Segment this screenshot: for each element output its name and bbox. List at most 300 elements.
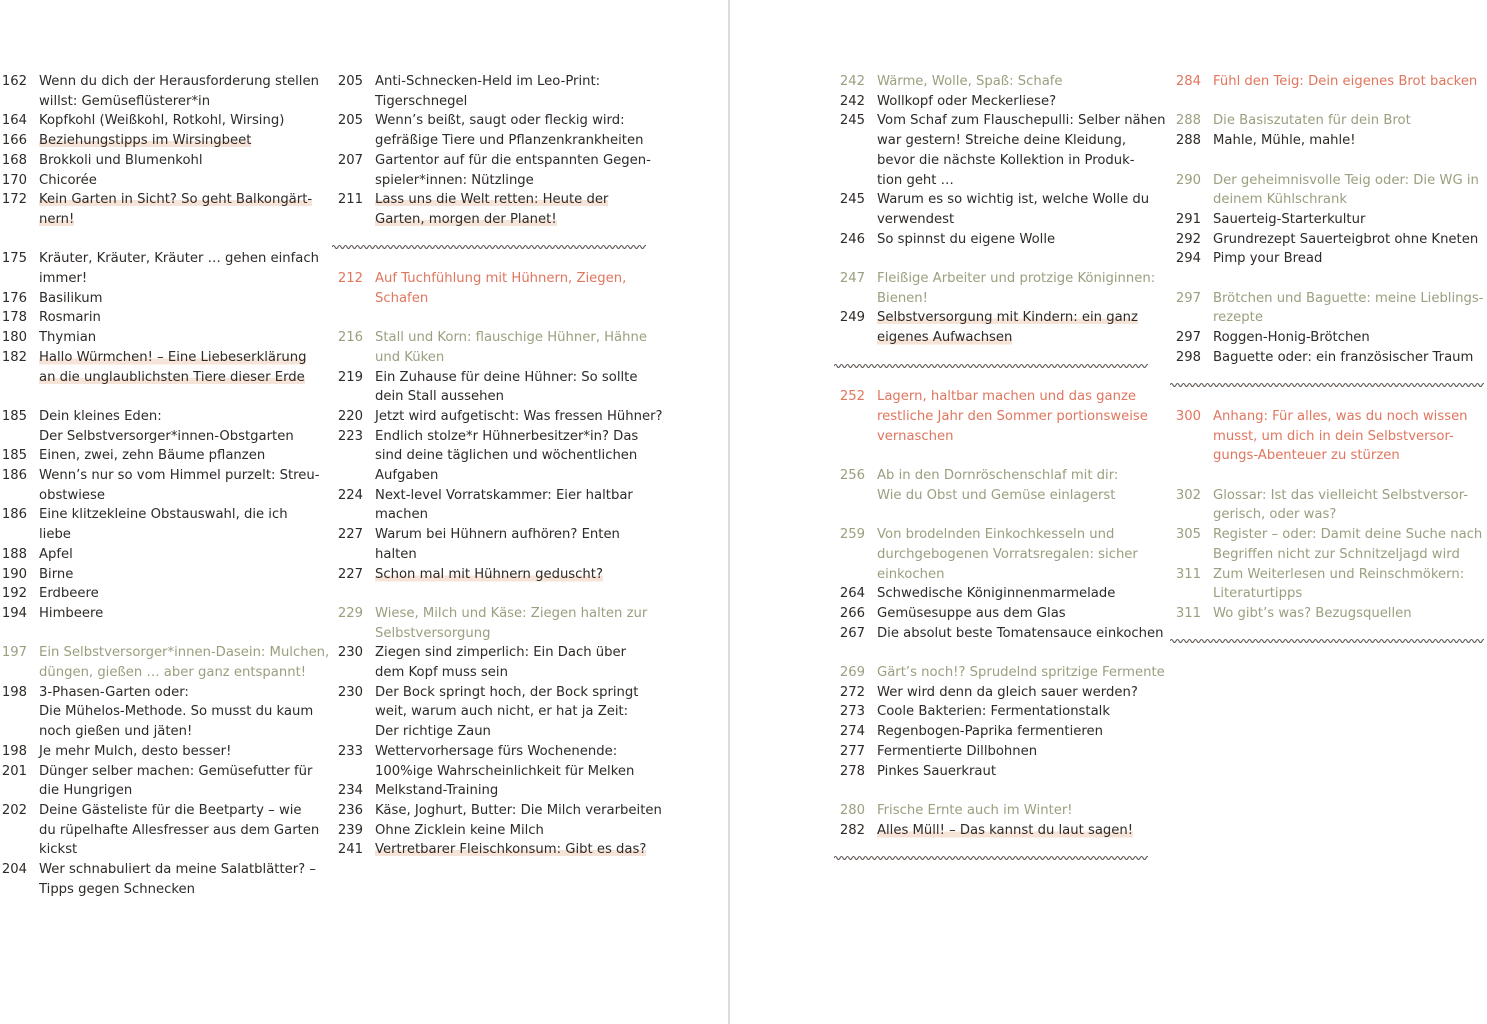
toc-entry[interactable] — [336, 427, 648, 486]
toc-title-line: Kräuter, Kräuter, Kräuter … gehen einfach — [39, 251, 319, 267]
toc-entry-title — [1213, 111, 1487, 131]
toc-title-line: bevor die nächste Kollektion in Produk- — [877, 152, 1135, 168]
toc-page-number: 172 — [1, 192, 27, 208]
toc-entry[interactable] — [0, 407, 318, 446]
toc-entry-title — [877, 604, 1152, 624]
toc-entry[interactable] — [336, 643, 648, 682]
toc-title-line: Der geheimnisvolle Teig oder: Die WG in — [1213, 172, 1479, 188]
toc-entry-title — [375, 840, 648, 860]
toc-entry-title — [39, 348, 318, 387]
toc-entry[interactable] — [336, 683, 648, 742]
toc-entry[interactable] — [838, 525, 1152, 584]
toc-title-line: deinem Kühlschrank — [1213, 192, 1348, 208]
toc-title-line: Jetzt wird aufgetischt: Was fressen Hühner? — [375, 408, 663, 424]
toc-entry-title — [877, 92, 1152, 112]
toc-page-number: 166 — [1, 133, 27, 149]
toc-page-number: 175 — [1, 251, 27, 267]
toc-entry-title — [877, 230, 1152, 250]
toc-entry[interactable] — [336, 72, 648, 111]
toc-title-line: Anhang: Für alles, was du noch wissen — [1213, 408, 1468, 424]
toc-entry-title — [375, 190, 648, 229]
toc-page-number: 233 — [337, 743, 363, 759]
toc-title-line: musst, um dich in dein Selbstversor- — [1213, 428, 1454, 444]
toc-entry[interactable] — [0, 683, 318, 742]
toc-title-line: Wettervorhersage fürs Wochenende: — [375, 743, 618, 759]
toc-page-number: 197 — [1, 645, 27, 661]
toc-entry[interactable] — [838, 230, 1152, 250]
toc-title-line: du rüpelhafte Allesfresser aus dem Garten — [39, 822, 320, 838]
toc-entry-title — [1213, 72, 1487, 92]
toc-entry-title — [1213, 407, 1487, 466]
toc-entry[interactable] — [0, 742, 318, 762]
toc-title-line: Pinkes Sauerkraut — [877, 763, 997, 779]
toc-entry[interactable] — [1174, 171, 1487, 210]
toc-title-line: Selbstversorgung mit Kindern: ein ganz — [877, 310, 1138, 326]
toc-entry[interactable] — [838, 624, 1164, 644]
toc-entry[interactable] — [1174, 131, 1487, 151]
toc-page-number: 241 — [337, 842, 363, 858]
toc-title-line: Regenbogen-Paprika fermentieren — [877, 724, 1103, 740]
toc-entry-title — [1213, 131, 1487, 151]
toc-entry[interactable] — [0, 348, 318, 387]
toc-title-line: dem Kopf muss sein — [375, 665, 508, 680]
toc-entry[interactable] — [838, 722, 1152, 742]
toc-title-line: rezepte — [1213, 310, 1263, 326]
toc-page-number: 245 — [839, 113, 865, 129]
toc-page-number: 302 — [1175, 487, 1201, 503]
toc-entry[interactable] — [336, 111, 648, 150]
toc-title-line: Gärt’s noch!? Sprudelnd spritzige Fermente — [877, 665, 1165, 680]
toc-entry-title — [1213, 171, 1487, 210]
toc-title-line: Kein Garten in Sicht? So geht Balkongärt- — [39, 192, 313, 208]
toc-page-number: 168 — [1, 152, 27, 168]
toc-title-line: Zum Weiterlesen und Reinschmökern: — [1213, 566, 1465, 582]
toc-title-line: Mahle, Mühle, mahle! — [1213, 133, 1356, 149]
toc-entry[interactable] — [838, 308, 1152, 347]
toc-page-number: 216 — [337, 330, 363, 346]
toc-entry[interactable] — [838, 801, 1152, 821]
page-gutter — [728, 0, 730, 1024]
toc-entry-title — [877, 466, 1152, 505]
toc-page-number: 300 — [1175, 408, 1201, 424]
toc-page-number: 269 — [839, 665, 865, 680]
toc-entry-title — [375, 407, 663, 427]
toc-page-number: 267 — [839, 625, 865, 641]
toc-page-number: 224 — [337, 487, 363, 503]
toc-title-line: gungs-Abenteuer zu stürzen — [1213, 448, 1400, 464]
toc-title-line: restliche Jahr den Sommer portionsweise — [877, 408, 1148, 424]
toc-page-number: 274 — [839, 724, 865, 740]
toc-title-line: Ein Zuhause für deine Hühner: So sollte — [375, 369, 638, 385]
toc-entry[interactable] — [838, 387, 1152, 446]
toc-title-line: Schwedische Königinnenmarmelade — [877, 586, 1116, 602]
toc-entry[interactable] — [838, 466, 1152, 505]
toc-entry[interactable] — [838, 584, 1152, 604]
toc-entry[interactable] — [0, 72, 318, 111]
toc-title-line: vernaschen — [877, 428, 954, 444]
toc-page-number: 311 — [1175, 566, 1201, 582]
toc-title-line: Eine klitzekleine Obstauswahl, die ich — [39, 507, 288, 523]
toc-page-number: 212 — [337, 271, 363, 286]
toc-title-line: Begriffen nicht zur Schnitzeljagd wird — [1213, 546, 1460, 562]
toc-entry-title — [375, 604, 648, 643]
toc-title-line: Wie du Obst und Gemüse einlagerst — [877, 487, 1116, 503]
toc-page-number: 259 — [839, 527, 865, 543]
toc-title-line: Melkstand-Training — [375, 783, 499, 799]
toc-title-line: Wo gibt’s was? Bezugsquellen — [1213, 605, 1412, 621]
toc-title-line: Himbeere — [39, 605, 104, 621]
toc-entry[interactable] — [1174, 565, 1487, 604]
toc-title-line: Der richtige Zaun — [375, 724, 491, 740]
toc-page-number: 288 — [1175, 113, 1201, 129]
toc-entry-title — [39, 190, 318, 229]
toc-page-number: 223 — [337, 428, 363, 444]
toc-entry-title — [39, 171, 318, 191]
toc-page-number: 245 — [839, 192, 865, 208]
toc-page-number: 242 — [839, 74, 865, 89]
toc-title-line: Erdbeere — [39, 586, 99, 602]
toc-page-number: 249 — [839, 310, 865, 326]
toc-page-number: 311 — [1175, 605, 1201, 621]
toc-entry-title — [39, 249, 318, 288]
toc-title-line: Coole Bakterien: Fermentationstalk — [877, 704, 1110, 720]
toc-entry[interactable] — [336, 151, 651, 190]
toc-entry[interactable] — [1174, 328, 1487, 348]
toc-title-line: Deine Gästeliste für die Beetparty – wie — [39, 802, 302, 818]
toc-entry-title — [877, 190, 1152, 229]
toc-title-line: Warum bei Hühnern aufhören? Enten — [375, 527, 620, 543]
toc-entry-title — [375, 821, 648, 841]
toc-entry[interactable] — [838, 111, 1166, 190]
toc-title-line: Glossar: Ist das vielleicht Selbstversor- — [1213, 487, 1469, 503]
toc-title-line: 3-Phasen-Garten oder: — [39, 684, 189, 700]
toc-entry[interactable] — [336, 486, 648, 525]
toc-entry-title — [375, 801, 662, 821]
toc-entry[interactable] — [0, 111, 318, 131]
toc-title-line: liebe — [39, 527, 71, 543]
toc-entry-title — [877, 762, 1152, 782]
toc-entry-title — [39, 683, 318, 742]
toc-entry[interactable] — [1174, 249, 1487, 269]
toc-title-line: Grundrezept Sauerteigbrot ohne Kneten — [1213, 231, 1479, 247]
toc-entry[interactable] — [1174, 407, 1487, 466]
toc-title-line: Hallo Würmchen! – Eine Liebeserklärung — [39, 349, 307, 365]
toc-entry[interactable] — [336, 565, 648, 585]
toc-entry-title — [877, 387, 1152, 446]
toc-entry[interactable] — [0, 171, 318, 191]
toc-title-line: Lagern, haltbar machen und das ganze — [877, 389, 1137, 405]
toc-page-number: 266 — [839, 605, 865, 621]
toc-page-number: 194 — [1, 605, 27, 621]
toc-entry[interactable] — [0, 762, 318, 801]
toc-entry[interactable] — [0, 604, 318, 624]
toc-title-line: 100%ige Wahrscheinlichkeit für Melken — [375, 763, 635, 779]
toc-entry-title — [877, 72, 1152, 92]
toc-entry-title — [39, 131, 318, 151]
toc-title-line: tion geht … — [877, 172, 954, 188]
toc-title-line: weit, warum auch nicht, er hat ja Zeit: — [375, 704, 629, 720]
toc-title-line: Wer schnabuliert da meine Salatblätter? – — [39, 862, 316, 877]
toc-entry[interactable] — [838, 604, 1152, 624]
toc-entry[interactable] — [0, 505, 318, 544]
toc-title-line: Die Mühelos-Methode. So musst du kaum — [39, 704, 314, 720]
toc-title-line: Ohne Zicklein keine Milch — [375, 822, 544, 838]
toc-entry[interactable] — [336, 604, 648, 643]
toc-title-line: Rosmarin — [39, 310, 101, 326]
toc-entry[interactable] — [1174, 210, 1487, 230]
toc-entry[interactable] — [838, 72, 1152, 92]
toc-page-number: 297 — [1175, 330, 1201, 346]
toc-title-line: Literaturtipps — [1213, 586, 1303, 602]
toc-page-number: 292 — [1175, 231, 1201, 247]
toc-page-number: 185 — [1, 408, 27, 424]
toc-entry-title — [375, 151, 651, 190]
toc-page-number: 190 — [1, 566, 27, 582]
toc-entry[interactable] — [838, 702, 1152, 722]
toc-title-line: Je mehr Mulch, desto besser! — [39, 743, 232, 759]
toc-page-number: 294 — [1175, 251, 1201, 267]
toc-title-line: Alles Müll! – Das kannst du laut sagen! — [877, 822, 1134, 838]
toc-title-line: Garten, morgen der Planet! — [375, 211, 557, 227]
toc-entry-title — [1213, 604, 1487, 624]
toc-title-line: Endlich stolze*r Hühnerbesitzer*in? Das — [375, 428, 639, 444]
toc-page-number: 290 — [1175, 172, 1201, 188]
toc-entry-title — [39, 801, 318, 860]
section-divider — [834, 362, 1148, 370]
toc-title-line: spieler*innen: Nützlinge — [375, 172, 534, 188]
toc-page-number: 242 — [839, 93, 865, 109]
toc-entry[interactable] — [0, 643, 330, 682]
toc-entry-title — [375, 269, 648, 308]
toc-entry[interactable] — [0, 289, 318, 309]
toc-title-line: immer! — [39, 271, 88, 286]
toc-title-line: düngen, gießen … aber ganz entspannt! — [39, 665, 307, 680]
toc-title-line: Kopfkohl (Weißkohl, Rotkohl, Wirsing) — [39, 113, 285, 129]
toc-page-number: 229 — [337, 605, 363, 621]
toc-entry-title — [877, 742, 1152, 762]
toc-entry[interactable] — [1174, 348, 1487, 368]
toc-entry[interactable] — [1174, 604, 1487, 624]
toc-title-line: So spinnst du eigene Wolle — [877, 231, 1056, 247]
toc-entry[interactable] — [336, 525, 648, 564]
toc-page-number: 205 — [337, 74, 363, 89]
toc-page-number: 164 — [1, 113, 27, 129]
toc-entry-title — [1213, 486, 1487, 525]
toc-entry[interactable] — [0, 446, 318, 466]
toc-entry[interactable] — [336, 821, 648, 841]
toc-page-number: 282 — [839, 822, 865, 838]
toc-entry[interactable] — [0, 249, 318, 288]
toc-page-number: 256 — [839, 468, 865, 483]
toc-entry-title — [375, 72, 648, 111]
toc-page-number: 170 — [1, 172, 27, 188]
toc-title-line: Wiese, Milch und Käse: Ziegen halten zur — [375, 605, 648, 621]
toc-entry-title — [1213, 328, 1487, 348]
toc-title-line: Tigerschnegel — [375, 93, 468, 109]
toc-title-line: halten — [375, 546, 417, 562]
toc-page-number: 220 — [337, 408, 363, 424]
toc-entry-title — [39, 604, 318, 624]
toc-title-line: Wer wird denn da gleich sauer werden? — [877, 684, 1138, 700]
toc-title-line: Gemüsesuppe aus dem Glas — [877, 605, 1066, 621]
toc-title-line: Fühl den Teig: Dein eigenes Brot backen — [1213, 74, 1478, 89]
toc-title-line: Dünger selber machen: Gemüsefutter für — [39, 763, 313, 779]
toc-entry-title — [375, 683, 648, 742]
toc-title-line: Wenn’s beißt, saugt oder fleckig wird: — [375, 113, 625, 129]
toc-entry[interactable] — [0, 584, 318, 604]
toc-title-line: Basilikum — [39, 290, 103, 306]
toc-title-line: Roggen-Honig-Brötchen — [1213, 330, 1370, 346]
toc-page-number: 207 — [337, 152, 363, 168]
toc-entry-title — [877, 624, 1164, 644]
toc-title-line: Tipps gegen Schnecken — [39, 881, 195, 897]
toc-title-line: Baguette oder: ein französischer Traum — [1213, 349, 1474, 365]
toc-entry-title — [375, 368, 648, 407]
toc-entry[interactable] — [1174, 72, 1487, 92]
toc-title-line: obstwiese — [39, 487, 106, 503]
toc-entry[interactable] — [1174, 230, 1487, 250]
toc-entry[interactable] — [0, 190, 318, 229]
toc-entry[interactable] — [336, 742, 648, 781]
toc-entry[interactable] — [838, 742, 1152, 762]
toc-entry[interactable] — [0, 860, 318, 899]
toc-title-line: durchgebogenen Vorratsregalen: sicher — [877, 546, 1138, 562]
toc-entry-title — [877, 584, 1152, 604]
toc-page-number: 278 — [839, 763, 865, 779]
toc-page-number: 234 — [337, 783, 363, 799]
section-divider — [332, 243, 646, 251]
toc-title-line: noch gießen und jäten! — [39, 724, 193, 740]
toc-title-line: Wollkopf oder Meckerliese? — [877, 93, 1057, 109]
toc-title-line: sind deine täglichen und wöchentlichen — [375, 448, 638, 464]
toc-entry-title — [39, 565, 318, 585]
toc-entry[interactable] — [0, 801, 318, 860]
toc-entry[interactable] — [1174, 525, 1487, 564]
toc-entry-title — [877, 801, 1152, 821]
toc-title-line: Schafen — [375, 290, 429, 306]
toc-title-line: Warum es so wichtig ist, welche Wolle du — [877, 192, 1150, 208]
toc-title-line: Einen, zwei, zehn Bäume pflanzen — [39, 448, 266, 464]
toc-entry-title — [877, 525, 1152, 584]
toc-title-line: Die absolut beste Tomatensauce einkochen — [877, 625, 1164, 641]
toc-entry-title — [375, 781, 648, 801]
toc-entry[interactable] — [0, 545, 318, 565]
toc-page-number: 297 — [1175, 290, 1201, 306]
toc-title-line: die Hungrigen — [39, 783, 133, 799]
toc-entry[interactable] — [336, 781, 648, 801]
toc-entry-title — [375, 643, 648, 682]
toc-title-line: Vertretbarer Fleischkonsum: Gibt es das? — [375, 842, 647, 858]
toc-title-line: gefräßige Tiere und Pflanzenkrankheiten — [375, 133, 644, 149]
toc-title-line: an die unglaublichsten Tiere dieser Erde — [39, 369, 305, 385]
toc-title-line: Käse, Joghurt, Butter: Die Milch verarbeiten — [375, 802, 662, 818]
toc-page-number: 247 — [839, 271, 865, 286]
toc-title-line: Die Basiszutaten für dein Brot — [1213, 113, 1411, 129]
toc-page-number: 178 — [1, 310, 27, 326]
toc-page-number: 219 — [337, 369, 363, 385]
toc-page-number: 204 — [1, 862, 27, 877]
toc-title-line: Anti-Schnecken-Held im Leo-Print: — [375, 74, 601, 89]
toc-title-line: Frische Ernte auch im Winter! — [877, 802, 1073, 818]
toc-page-number: 198 — [1, 743, 27, 759]
toc-title-line: Der Selbstversorger*innen-Obstgarten — [39, 428, 294, 444]
toc-entry[interactable] — [1174, 289, 1487, 328]
toc-entry[interactable] — [336, 328, 648, 367]
toc-entry[interactable] — [838, 663, 1165, 683]
toc-entry[interactable] — [336, 801, 662, 821]
toc-entry-title — [39, 151, 318, 171]
toc-entry[interactable] — [0, 151, 318, 171]
toc-entry[interactable] — [838, 762, 1152, 782]
toc-title-line: verwendest — [877, 211, 955, 227]
toc-title-line: Ein Selbstversorger*innen-Dasein: Mulchen, — [39, 645, 330, 661]
toc-entry[interactable] — [1174, 486, 1487, 525]
toc-entry[interactable] — [336, 407, 663, 427]
section-divider — [1170, 637, 1484, 645]
toc-title-line: Bienen! — [877, 290, 928, 306]
toc-page-number: 227 — [337, 527, 363, 543]
toc-page-number: 230 — [337, 684, 363, 700]
toc-entry-title — [877, 702, 1152, 722]
toc-page-number: 305 — [1175, 527, 1201, 543]
toc-entry-title — [1213, 289, 1487, 328]
toc-title-line: Next-level Vorratskammer: Eier haltbar — [375, 487, 633, 503]
toc-entry[interactable] — [336, 190, 648, 229]
toc-entry[interactable] — [0, 308, 318, 328]
toc-page-number: 205 — [337, 113, 363, 129]
toc-entry-title — [877, 722, 1152, 742]
toc-entry[interactable] — [336, 840, 648, 860]
toc-page-number: 176 — [1, 290, 27, 306]
toc-entry[interactable] — [0, 328, 318, 348]
toc-page-number: 280 — [839, 802, 865, 818]
toc-entry[interactable] — [1174, 111, 1487, 131]
toc-title-line: Fermentierte Dillbohnen — [877, 743, 1038, 759]
toc-entry-title — [39, 328, 318, 348]
toc-entry[interactable] — [0, 565, 318, 585]
toc-entry[interactable] — [336, 269, 648, 308]
toc-page-number: 236 — [337, 802, 363, 818]
toc-entry[interactable] — [838, 269, 1156, 308]
toc-page-number: 192 — [1, 586, 27, 602]
section-divider — [1170, 381, 1484, 389]
toc-entry[interactable] — [838, 92, 1152, 112]
toc-title-line: gerisch, oder was? — [1213, 507, 1337, 523]
toc-entry-title — [375, 565, 648, 585]
toc-title-line: dein Stall aussehen — [375, 389, 504, 405]
toc-title-line: Brokkoli und Blumenkohl — [39, 152, 203, 168]
toc-entry[interactable] — [838, 821, 1152, 841]
toc-entry[interactable] — [0, 466, 318, 505]
toc-entry[interactable] — [838, 190, 1152, 229]
toc-title-line: Aufgaben — [375, 468, 439, 483]
toc-title-line: Wenn’s nur so vom Himmel purzelt: Streu- — [39, 468, 320, 483]
toc-entry[interactable] — [838, 683, 1152, 703]
toc-title-line: Wärme, Wolle, Spaß: Schafe — [877, 74, 1063, 89]
toc-entry-title — [877, 683, 1152, 703]
toc-page-number: 211 — [337, 192, 363, 208]
toc-page-number: 180 — [1, 330, 27, 346]
toc-title-line: Stall und Korn: flauschige Hühner, Hähne — [375, 330, 647, 346]
toc-entry[interactable] — [0, 131, 318, 151]
toc-title-line: Apfel — [39, 546, 73, 562]
toc-page-number: 246 — [839, 231, 865, 247]
toc-entry-title — [39, 762, 318, 801]
toc-entry-title — [39, 446, 318, 466]
toc-entry-title — [877, 269, 1156, 308]
toc-entry[interactable] — [336, 368, 648, 407]
toc-entry-title — [877, 111, 1166, 190]
